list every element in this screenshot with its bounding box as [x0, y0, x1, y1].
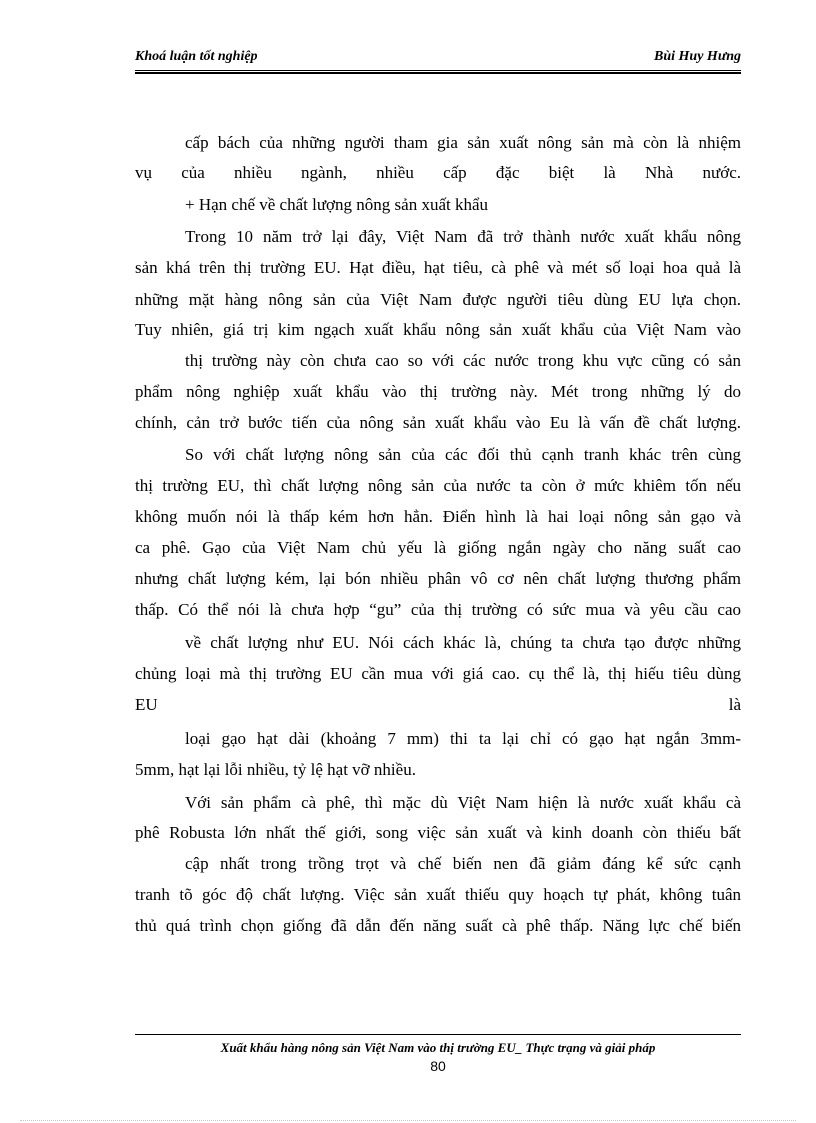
body-line: tranh tõ góc độ chất lượng. Việc sản xuất thiếu quy hoạch tự phát, không tuân: [135, 885, 741, 904]
body-line: chủng loại mà thị trường EU cần mua với giá cao. cụ thể là, thị hiếu tiêu dùng: [135, 664, 741, 683]
body-line: Trong 10 năm trở lại đây, Việt Nam đã trở thành nước xuất khẩu nông: [185, 227, 741, 246]
body-line: Với sản phẩm cà phê, thì mặc dù Việt Nam hiện là nước xuất khẩu cà: [185, 793, 741, 812]
body-line: những mặt hàng nông sản của Việt Nam được người tiêu dùng EU lựa chọn.: [135, 290, 741, 309]
body-line: nhưng chất lượng kém, lại bón nhiều phân vô cơ nên chất lượng thương phẩm: [135, 569, 741, 588]
body-line: không muốn nói là thấp kém hơn hẳn. Điển hình là hai loại nông sản gạo và: [135, 507, 741, 526]
body-line: sản khá trên thị trường EU. Hạt điều, hạt tiêu, cà phê và mét số loại hoa quả là: [135, 258, 741, 277]
body-line: thấp. Có thể nói là chưa hợp “gu” của thị trường có sức mua và yêu cầu cao: [135, 600, 741, 619]
body-line: thị trường EU, thì chất lượng nông sản của nước ta còn ở mức khiêm tốn nếu: [135, 476, 741, 495]
footer-title: Xuất khẩu hàng nông sản Việt Nam vào thị trường EU_ Thực trạng và giải pháp: [220, 1040, 656, 1055]
body-line: thị trường này còn chưa cao so với các nước trong khu vực cũng có sản: [185, 351, 741, 370]
body-line: phẩm nông nghiệp xuất khẩu vào thị trường này. Mét trong những lý do: [135, 382, 741, 401]
body-line: vụ của nhiều ngành, nhiều cấp đặc biệt là Nhà nước.: [135, 163, 741, 182]
body-line: ca phê. Gạo của Việt Nam chủ yếu là giống ngắn ngày cho năng suất cao: [135, 538, 741, 557]
body-line: chính, cản trở bước tiến của nông sản xuất khẩu vào Eu là vấn đề chất lượng.: [135, 413, 741, 432]
header-thesis-label: Khoá luận tốt nghiệp: [135, 49, 258, 64]
body-line: So với chất lượng nông sản của các đối thủ cạnh tranh khác trên cùng: [185, 445, 741, 464]
header-author-name: Bùi Huy Hưng: [654, 49, 741, 64]
body-line: phê Robusta lớn nhất thế giới, song việc sản xuất và kinh doanh còn thiếu bất: [135, 823, 741, 842]
body-line: về chất lượng như EU. Nói cách khác là, chúng ta chưa tạo được những: [185, 633, 741, 652]
body-line: cập nhất trong trồng trọt và chế biến nen đã giảm đáng kể sức cạnh: [185, 854, 741, 873]
body-line: thủ quá trình chọn giống đã dẫn đến năng suất cà phê thấp. Năng lực chế biến: [135, 916, 741, 935]
body-line: EU là: [135, 695, 741, 714]
body-line: loại gạo hạt dài (khoảng 7 mm) thi ta lại chỉ có gạo hạt ngắn 3mm-: [185, 729, 741, 748]
page-bottom-edge: [20, 1120, 796, 1121]
body-line: cấp bách của những người tham gia sản xuất nông sản mà còn là nhiệm: [185, 133, 741, 152]
page-number: 80: [430, 1058, 446, 1074]
header-divider: [135, 70, 741, 74]
footer-divider: [135, 1034, 741, 1035]
page-header: [135, 49, 741, 69]
section-heading: + Hạn chế về chất lượng nông sản xuất khẩu: [185, 195, 489, 214]
body-line: Tuy nhiên, giá trị kim ngạch xuất khẩu nông sản xuất khẩu của Việt Nam vào: [135, 320, 741, 339]
body-line: 5mm, hạt lại lỗi nhiều, tỷ lệ hạt vỡ nhiều.: [135, 760, 416, 779]
